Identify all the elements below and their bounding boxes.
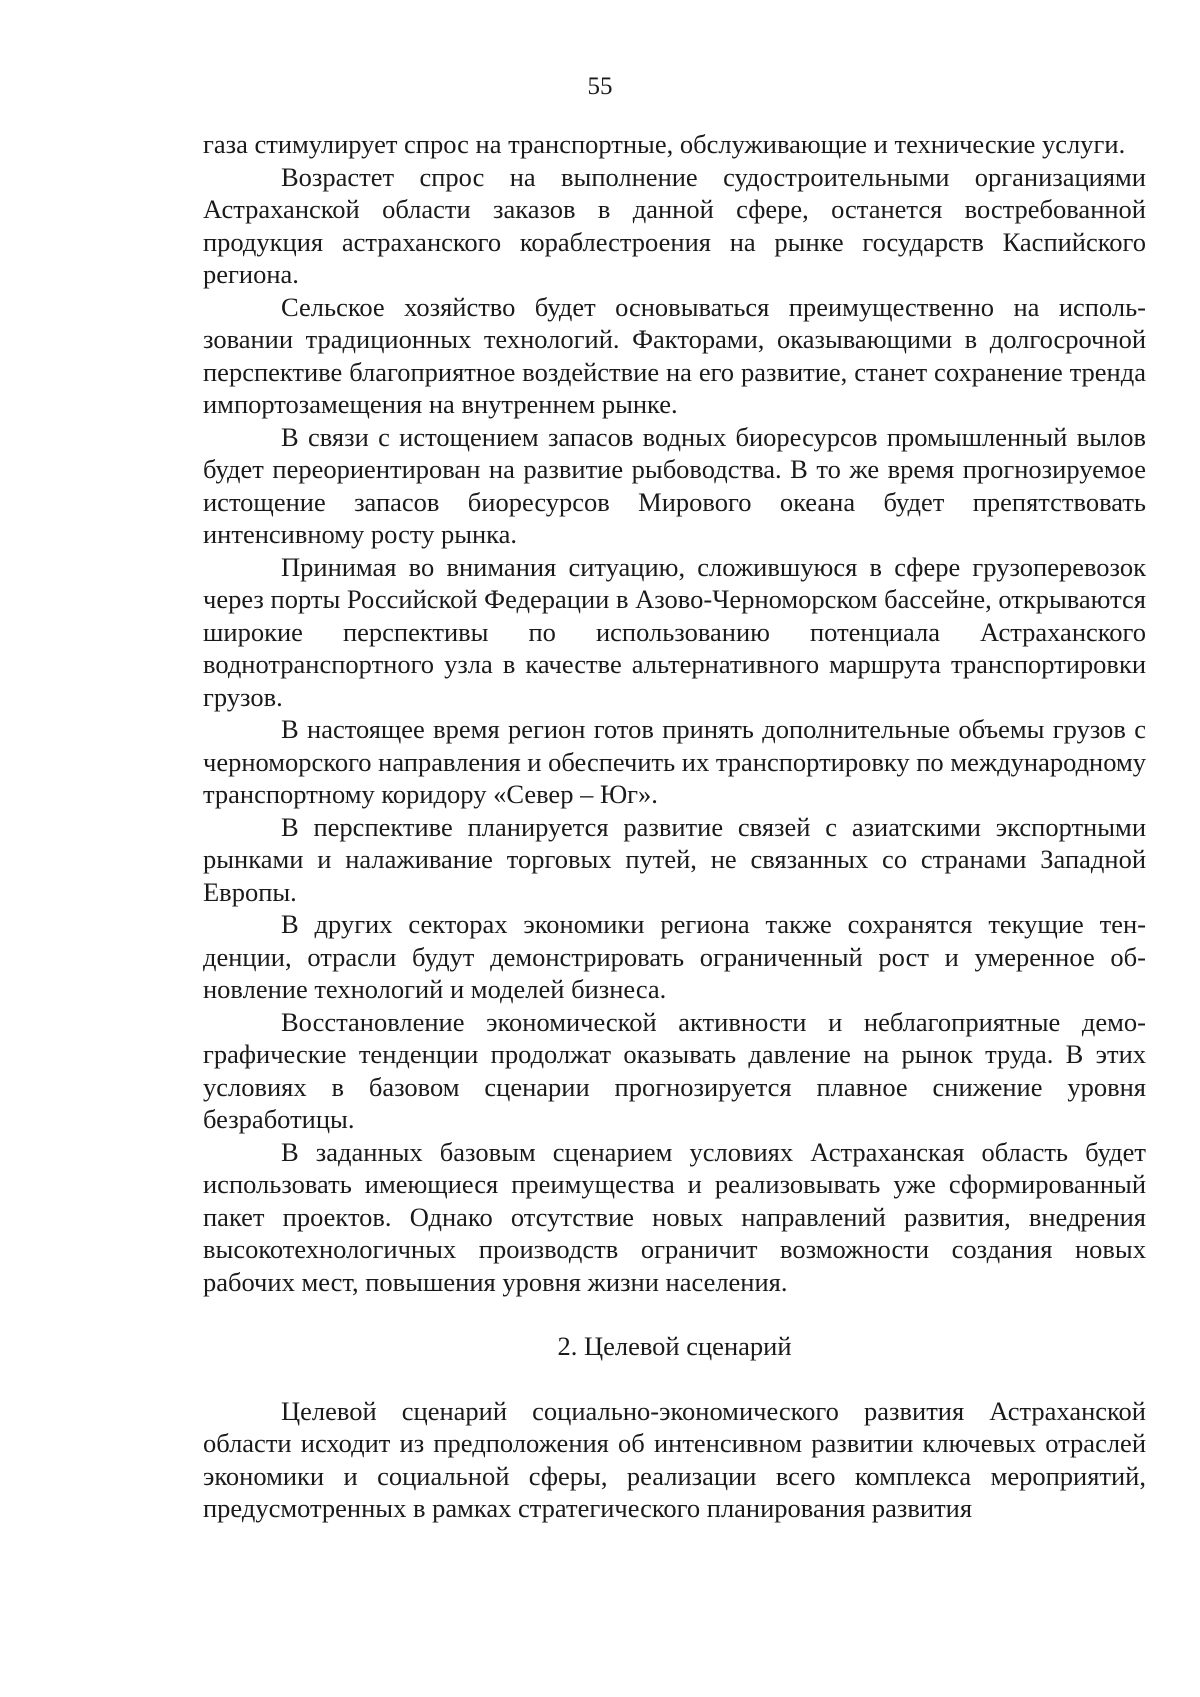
paragraph-2: Возрастет спрос на выполнение судостроительными организациями Астраханской области заказов в данной сфере, останется востребованной продукция астраханского кораблестроения на рынке государств Каспийского региона. bbox=[203, 161, 1146, 289]
paragraph-4: В связи с истощением запасов водных биоресурсов промышленный вылов будет переориентирован на развитие рыбоводства. В то же время прогнозируемое истощение запасов биоресурсов Мирового океана будет препятствовать интенсивному росту рынка. bbox=[203, 421, 1146, 549]
paragraph-6: В настоящее время регион готов принять дополнительные объемы грузов с черноморского направления и обеспечить их транспортировку по международному транспортному коридору «Север – Юг». bbox=[203, 714, 1146, 809]
paragraph-7: В перспективе планируется развитие связей с азиатскими экспортными рынками и налаживание торговых путей, не связанных со странами Западной Европы. bbox=[203, 811, 1146, 907]
paragraph-9: Восстановление экономической активности и неблагоприятные демографические тенденции продолжат оказывать давление на рынок труда. В этих условиях в базовом сценарии прогнозируется плавное снижение уровня безработицы. bbox=[203, 1006, 1146, 1134]
paragraph-1: газа стимулирует спрос на транспортные, обслуживающие и технические услуги. bbox=[203, 129, 1126, 159]
document-body bbox=[203, 128, 1146, 1525]
paragraph-11: Целевой сценарий социально-экономического развития Астраханской области исходит из предположения об интенсивном развитии ключевых отраслей экономики и социальной сферы, реализации всего комплекса мероприятий, предусмотренных в рамках стратегического планирования развития bbox=[203, 1395, 1146, 1523]
paragraph-10: В заданных базовым сценарием условиях Астраханская область будет использовать имеющиеся преимущества и реализовывать уже сформированный пакет проектов. Однако отсутствие новых направлений развития, внедрения высокотехнологичных производств ограничит возможности создания новых рабочих мест, повышения уровня жизни населения. bbox=[203, 1136, 1146, 1297]
page-number: 55 bbox=[587, 73, 613, 100]
section-heading: 2. Целевой сценарий bbox=[557, 1331, 792, 1361]
paragraph-3: Сельское хозяйство будет основываться преимущественно на использовании традиционных технологий. Факторами, оказывающими в долгосрочной перспективе благоприятное воздействие на его развитие, станет сохранение тренда импортозамещения на внутреннем рынке. bbox=[203, 291, 1146, 419]
paragraph-8: В других секторах экономики региона также сохранятся текущие тенденции, отрасли будут демонстрировать ограниченный рост и умеренное обновление технологий и моделей бизнеса. bbox=[203, 909, 1146, 1004]
paragraph-5: Принимая во внимания ситуацию, сложившуюся в сфере грузоперевозок через порты Российской Федерации в Азово-Черноморском бассейне, открываются широкие перспективы по использованию потенциала Астраханского воднотранспортного узла в качестве альтернативного маршрута транспортировки грузов. bbox=[203, 551, 1146, 712]
